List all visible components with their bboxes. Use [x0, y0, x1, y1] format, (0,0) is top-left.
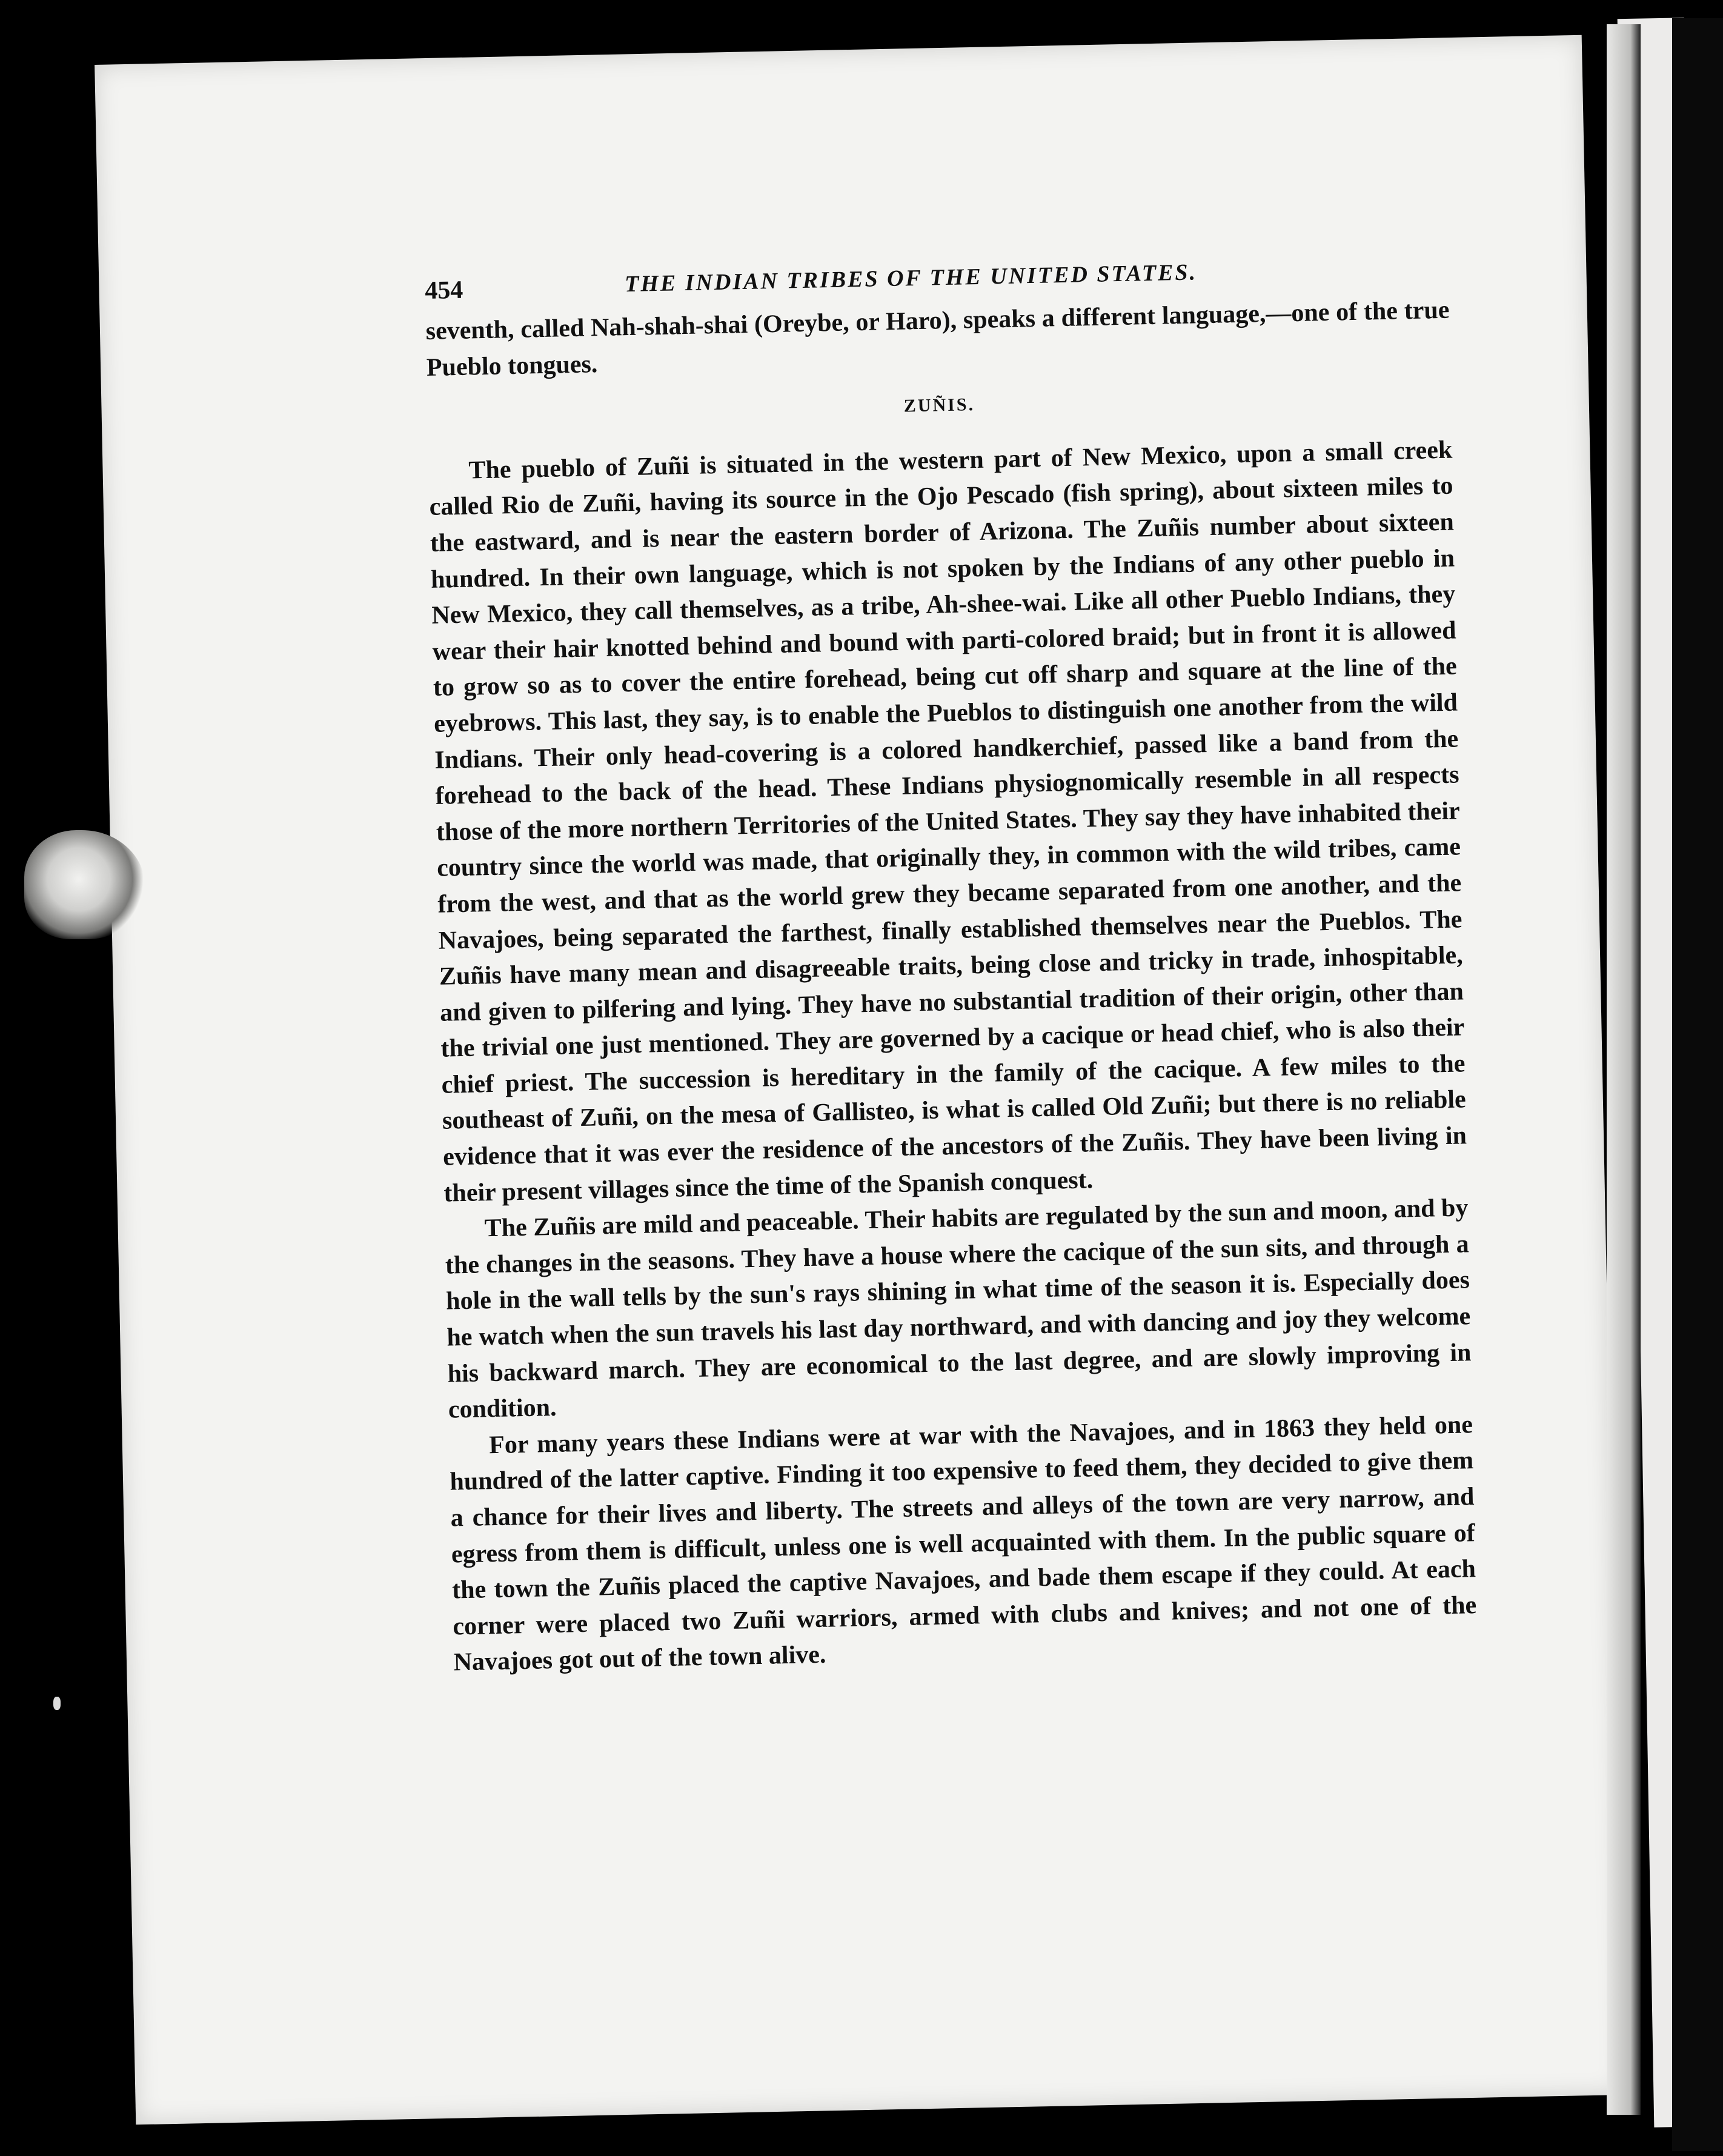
page-number: 454	[424, 276, 463, 305]
binding-shadow	[1672, 18, 1723, 2151]
paragraph-3: For many years these Indians were at war with the Navajoes, and in 1863 they held one hundred of the latter captive. Finding it too expensive to feed them, they decided to give them a chance for their lives and liberty. The streets and alleys of the town are very narrow, and egress from them is difficult, unless one is well acquainted with them. In the public square of the town the Zuñis placed the captive Navajoes, and bade them escape if they could. At each corner were placed two Zuñi warriors, armed with clubs and knives; and not one of the Navajoes got out of the town alive.	[449, 1411, 1477, 1677]
section-heading: ZUÑIS.	[903, 394, 975, 416]
scan-speck	[53, 1697, 61, 1710]
paragraph-2: The Zuñis are mild and peaceable. Their habits are regulated by the sun and moon, and by the changes in the seasons. They have a house where the cacique of the sun sits, and through a hole in the wall tells by the sun's rays shining in what time of the season it is. Especially does he watch when the sun travels his last day northward, and with dancing and joy they welcome his backward march. They are economical to the last degree, and are slowly improving in condition.	[445, 1194, 1472, 1424]
running-head-title: THE INDIAN TRIBES OF THE UNITED STATES.	[624, 259, 1198, 298]
paragraph-1: The pueblo of Zuñi is situated in the western part of New Mexico, upon a small creek called Rio de Zuñi, having its source in the Ojo Pescado (fish spring), about sixteen miles to the eastward, and is near the eastern border of Arizona. The Zuñis number about sixteen hundred. In their own language, which is not spoken by the Indians of any other pueblo in New Mexico, they call themselves, as a tribe, Ah-shee-wai. Like all other Pueblo Indians, they wear their hair knotted behind and bound with parti-colored braid; but in front it is allowed to grow so as to cover the entire forehead, being cut off sharp and square at the line of the eyebrows. This last, they say, is to enable the Pueblos to distinguish one another from the wild Indians. Their only head-covering is a colored handkerchief, passed like a band from the forehead to the back of the head. These Indians physiognomically resemble in all respects those of the more northern Territories of the United States. They say they have inhabited their country since the world was made, that originally they, in common with the wild tribes, came from the west, and that as the world grew they became separated from one another, and the Navajoes, being separated the farthest, finally established themselves near the Pueblos. The Zuñis have many mean and disagreeable traits, being close and tricky in trade, inhospitable, and given to pilfering and lying. They have no substantial tradition of their origin, other than the trivial one just mentioned. They are governed by a cacique or head chief, who is also their chief priest. The succession is hereditary in the family of the cacique. A few miles to the southeast of Zuñi, on the mesa of Gallisteo, is what is called Old Zuñi; but there is no reliable evidence that it was ever the residence of the ancestors of the Zuñis. They have been living in their present villages since the time of the Spanish conquest.	[429, 436, 1467, 1208]
body-text	[425, 293, 1478, 1682]
intro-paragraph: seventh, called Nah-shah-shai (Oreybe, or Haro), speaks a different language,—one of the true Pueblo tongues.	[425, 296, 1450, 382]
page-text-block	[309, 231, 1478, 1684]
page-edge	[1607, 24, 1641, 2115]
